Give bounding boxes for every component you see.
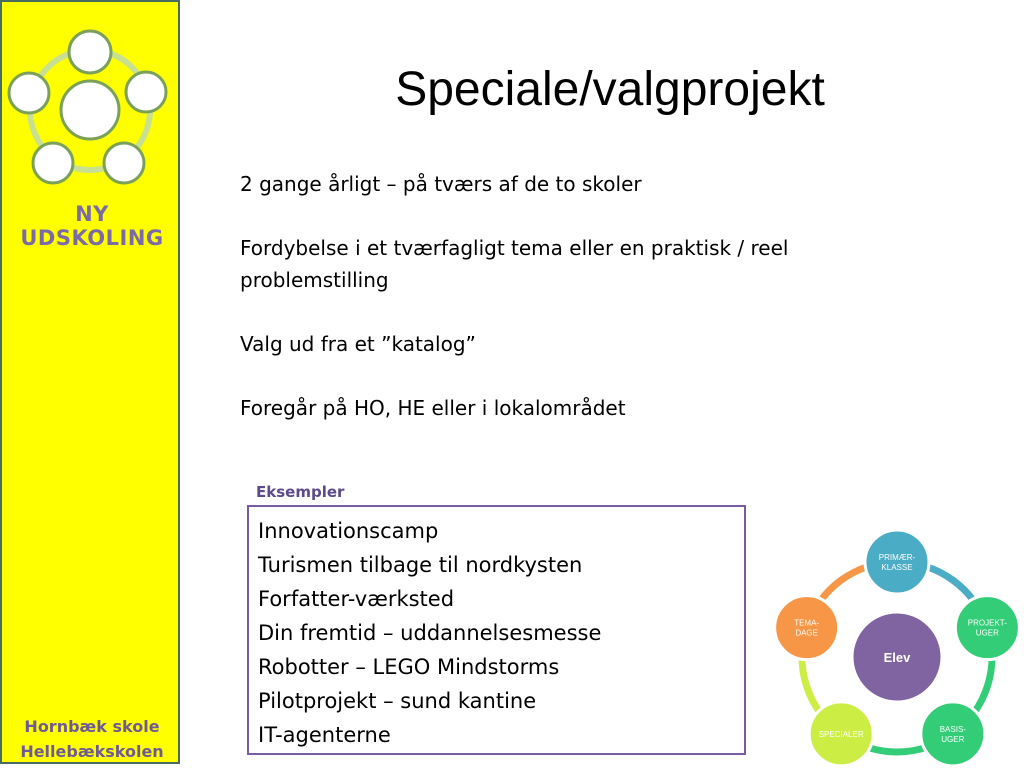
- examples-list: [258, 514, 744, 752]
- cycle-node-label: BASIS-: [939, 724, 966, 734]
- school-name-1: Hornbæk skole: [24, 717, 160, 736]
- cycle-node: [865, 530, 929, 594]
- example-item: Din fremtid – uddannelsesmesse: [258, 621, 602, 645]
- paragraph-4: Foregår på HO, HE eller i lokalområdet: [240, 396, 626, 420]
- school-name-2: Hellebækskolen: [20, 742, 164, 761]
- cycle-diagram: [770, 528, 1024, 768]
- cycle-node-label: SPECIALER: [818, 729, 864, 739]
- sidebar: [0, 0, 180, 764]
- cycle-node-label: PRIMÆR-: [878, 553, 916, 562]
- example-item: Turismen tilbage til nordkysten: [258, 553, 583, 577]
- example-item: Forfatter-værksted: [258, 587, 455, 611]
- examples-box: [247, 505, 746, 755]
- paragraph-2: Fordybelse i et tværfagligt tema eller en praktisk / reel problemstilling: [240, 236, 789, 292]
- example-item: IT-agenterne: [258, 723, 391, 747]
- cycle-node-label: KLASSE: [881, 563, 913, 572]
- example-item: Pilotprojekt – sund kantine: [258, 689, 537, 713]
- cycle-node-label: DAGE: [795, 628, 818, 638]
- paragraph-3: Valg ud fra et ”katalog”: [240, 332, 476, 356]
- body-text: [240, 168, 900, 456]
- paragraph-1: 2 gange årligt – på tværs af de to skoler: [240, 172, 642, 196]
- cycle-node-label: UGER: [975, 628, 999, 638]
- school-names: [2, 714, 182, 764]
- ny-udskoling-logo: [4, 22, 180, 192]
- cycle-center-label: Elev: [883, 650, 911, 665]
- cycle-node-label: UGER: [941, 734, 965, 744]
- brand-name: NY UDSKOLING: [20, 202, 164, 250]
- cycle-node-label: PROJEKT-: [967, 618, 1007, 628]
- example-item: Innovationscamp: [258, 519, 439, 543]
- example-item: Robotter – LEGO Mindstorms: [258, 655, 560, 679]
- cycle-node-label: TEMA-: [794, 618, 820, 628]
- slide-title: Speciale/valgprojekt: [395, 63, 825, 116]
- examples-label: Eksempler: [256, 483, 345, 501]
